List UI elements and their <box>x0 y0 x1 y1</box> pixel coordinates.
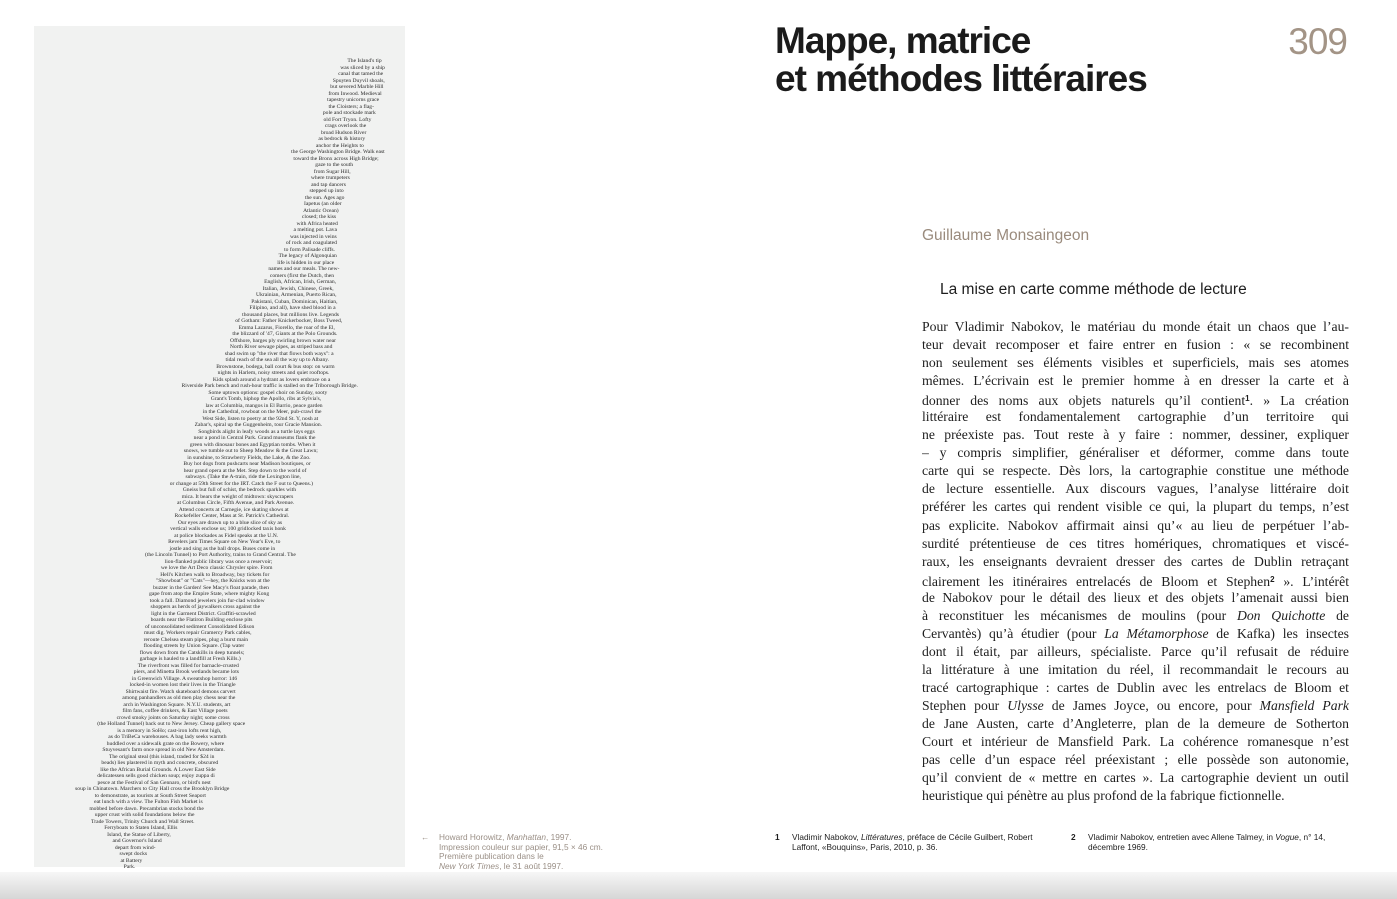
poem-line: Riverside Park bench and rush-hour traffic is stalled on the Triborough Bridge. <box>181 383 358 389</box>
poem-line: names and our meals. The new- <box>268 266 340 272</box>
poem-line: Hell's Kitchen walk to Broadway, buy tickets for <box>160 571 270 578</box>
footnote-magazine-title: Vogue <box>1275 832 1299 842</box>
poem-line: flows down from the Catskills in deep tunnels; <box>139 649 245 656</box>
poem-line: closed; the kiss <box>301 214 337 220</box>
manhattan-map-image <box>34 26 405 870</box>
body-text-segment: ». L’intérêt <box>1274 573 1349 589</box>
body-line: littéraire est fondamentalement cartographie d’un territoire qui <box>922 409 1349 425</box>
poem-line: green with dinosaur bones and Egyptian tombs. When it <box>189 441 316 448</box>
poem-line: tidal reach of the sea all the way up to Albany. <box>225 357 330 363</box>
poem-line: Brownstone, bodega, ball court & bus stop: on warm <box>216 363 335 370</box>
poem-line: flooding streets by Union Square. (Tap water <box>143 643 245 649</box>
poem-line: as do TriBeCa warehouses. A bag lady seeks warmth <box>108 734 227 740</box>
poem-line: we love the Art Deco classic Chrysler spire. From <box>160 565 273 571</box>
poem-line: law at Columbia, mangos in El Barrio, peace garden <box>205 402 323 409</box>
body-line: de Jane Austen, carte d’Angleterre, plan de la demeure de Sotherton <box>922 716 1349 732</box>
poem-line: mica. It bears the weight of midtown: skyscrapers <box>181 493 294 500</box>
poem-line: swept docks <box>119 851 148 857</box>
footnote-book-title: Littératures <box>861 832 903 842</box>
book-title: La Métamorphose <box>1104 625 1209 641</box>
manhattan-shaped-poem <box>34 58 405 870</box>
body-text-segment: à reconstituer les mécanismes de moulins (pour <box>922 607 1237 623</box>
footnote-number: 2 <box>1071 832 1076 842</box>
body-line <box>922 607 1349 625</box>
poem-line: broad Hudson River <box>320 129 367 136</box>
poem-line: gaze to the south <box>315 162 354 168</box>
footnote-text: Vladimir Nabokov, entretien avec Allene Talmey, in <box>1088 832 1276 842</box>
body-line: pas explicite. Nabokov affirmait ainsi qu’« au lieu de perpétuer l’ab- <box>922 517 1349 533</box>
poem-line: tapestry unicorns grace <box>327 97 380 103</box>
poem-line: Island, the Statue of Liberty, <box>107 831 171 838</box>
poem-line: Park. <box>123 864 136 870</box>
body-line: non seulement ses éléments visibles et superficiels, mais ses atomes <box>922 355 1349 371</box>
footnote-number: 1 <box>775 832 780 842</box>
poem-line: The Island's tip <box>347 58 382 64</box>
body-line: heuristique qui pénètre au plus profond de la fabrique fictionnelle. <box>922 788 1285 804</box>
poem-line: beads) lies plastered in myth and concrete, obscured <box>101 760 219 766</box>
poem-line: to demonstrate, as tourists at South Street Seaport <box>94 792 206 799</box>
poem-line: North River sewage pipes, as striped bass and <box>229 344 333 350</box>
caption-artist: Howard Horowitz, <box>439 832 507 842</box>
body-line: de lecture essentielle. Aux discours vagues, l’analyse littéraire doit <box>922 481 1349 497</box>
poem-line: the Cloisters; a flag- <box>328 103 374 110</box>
poem-line: The legacy of Algonquian <box>278 253 337 259</box>
poem-line: of rock and coagulated <box>285 240 337 246</box>
poem-line: huddled over a sidewalk grate on the Bowery, where <box>106 740 225 747</box>
body-line: surdité prétentieuse de ces titres homériques, chromatiques et viscé- <box>922 535 1349 551</box>
poem-line: with Africa heated <box>296 220 338 227</box>
poem-line: Pakistani, Cuban, Dominican, Haitian, <box>251 298 338 305</box>
caption-publication-intro: Première publication dans le <box>439 851 544 862</box>
poem-line: crowd smoky joints on Saturday night; some cross <box>116 714 230 721</box>
section-heading: La mise en carte comme méthode de lecture <box>940 281 1247 298</box>
caption-medium: Impression couleur sur papier, 91,5 × 46 cm. <box>439 841 603 852</box>
poem-line: Rockefeller Center, Mass at St. Patrick's Cathedral. <box>174 513 290 519</box>
body-line: raux, les enseignants devraient dresser des cartes de Dublin retraçant <box>922 553 1349 569</box>
body-text-segment: de Kafka) les insectes <box>1208 625 1349 641</box>
poem-line: of unconsolidated sediment Consolidated Edison <box>144 623 255 630</box>
poem-line: is a memory in SoHo; cast-iron lofts rent high, <box>117 727 222 734</box>
poem-line: from Sugar Hill, <box>313 168 351 175</box>
poem-line: Shirtwaist fire. Watch skateboard demons carvert <box>125 688 236 695</box>
footnote-1 <box>775 833 1035 853</box>
poem-line: gape from atop the Empire State, where mighty Kong <box>149 591 270 597</box>
poem-line: garbage is hauled to a landfill at Fresh Kills.) <box>139 656 241 662</box>
footnote-ref-1[interactable]: 1 <box>1245 394 1250 404</box>
chapter-title <box>775 22 1255 98</box>
poem-line: reroute Chelsea steam pipes, plug a burst main <box>143 636 249 643</box>
poem-line: to form Palisade cliffs. <box>284 246 335 253</box>
poem-line: snows, we tumble out to Sheep Meadow & the Great Lawn; <box>183 448 318 454</box>
body-text-segment: de <box>1325 607 1349 623</box>
poem-line: Ukrainian, Armenian, Puerto Rican, <box>256 292 337 298</box>
body-line: de Nabokov pour le détail des lieux et des objets l’amenait aussi bien <box>922 589 1349 605</box>
body-line: préférer les cartes qui rendent visible ce qui, la plupart du temps, n’est <box>922 499 1349 515</box>
poem-line: arch in Washington Square. N.Y.U. students, art <box>123 701 231 708</box>
body-line: mêmes. L’écrivain est le premier homme à en dresser la carte et à <box>922 373 1349 389</box>
body-text-segment: donner des noms aux objets naturels qu’il contient <box>922 393 1246 409</box>
poem-line: and Governor's Island <box>112 838 162 844</box>
poem-line: eat lunch with a view. The Fulton Fish Market is <box>94 799 203 805</box>
body-line: la littérature à une imitation du réel, il recommandait le recours au <box>922 661 1349 677</box>
poem-line: was sliced by a ship <box>340 64 385 71</box>
poem-line: nights in Harlem, noisy streets and quiet rooftops. <box>217 370 330 376</box>
poem-line: Stuyvesant's farm once spread in old New Amsterdam. <box>102 747 225 753</box>
poem-line: Atlantic Ocean) <box>303 207 339 214</box>
poem-line: pole and stockade mark <box>322 110 376 116</box>
poem-line: Songbirds alight in leafy woods as a turtle lays eggs <box>198 428 315 435</box>
author-name: Guillaume Monsaingeon <box>922 227 1090 244</box>
poem-line: film fans, coffee drinkers, & East Village poets <box>122 708 228 714</box>
poem-line: as bedrock & history <box>318 136 366 142</box>
poem-line: at Battery <box>120 857 143 864</box>
caption-year: , 1997. <box>546 832 572 842</box>
poem-line: stepped up into <box>309 188 344 194</box>
body-line: tracé cartographique : cartes de Dublin avec les entrelacs de Bloom et <box>922 679 1349 695</box>
poem-line: Kids splash around a hydrant as lovers embrace on a <box>212 376 331 383</box>
page-number: 309 <box>1288 21 1347 62</box>
poem-line: must dig. Workers repair Gramercy Park cables, <box>143 630 252 636</box>
body-text-segment: Cervantès) qu’à étudier (pour <box>922 625 1105 641</box>
poem-line: Revelers jam Times Square on New Year's Eve, to <box>168 539 281 545</box>
poem-line: and tap dancers <box>311 181 346 188</box>
poem-line: the blizzard of '47, Giants at the Polo Grounds. <box>232 331 338 337</box>
poem-line: Ferryboats to Staten Island, Ellis <box>104 825 178 831</box>
poem-line: of Gotham: Father Knickerbocker, Boss Tweed, <box>235 318 343 324</box>
poem-line: light in the Garment District. Graffiti-scrawled <box>151 610 256 617</box>
caption-publication-date: , le 31 août 1997. <box>499 860 564 871</box>
body-line: carte qui se respecte. Dès lors, la cartographie constitue une méthode <box>922 463 1349 479</box>
body-text-segment: Stephen pour <box>922 697 1008 713</box>
poem-line: depart from wind- <box>114 844 156 851</box>
poem-line: Trade Towers, Trinity Church and Wall Street. <box>91 818 195 825</box>
body-line: ne préexiste pas. Tout reste à y faire : nommer, dessiner, expliquer <box>922 427 1349 443</box>
poem-line: subways. (Take the A-train, ride the Lexington line, <box>185 474 301 480</box>
poem-line: in Greenwich Village. A sweatshop horror: 146 <box>131 675 238 682</box>
poem-line: the sun. Ages ago <box>304 194 345 201</box>
body-line <box>922 625 1349 643</box>
poem-line: a melting pot. Lava <box>293 227 337 233</box>
footnote-text: , n° 14, décembre 1969. <box>1088 832 1326 852</box>
body-line: dont il était, par ailleurs, spécialiste. Parce qu’il refusait de réduire <box>922 643 1349 659</box>
body-line: Court et intérieur de Mansfield Park. La cohérence romanesque n’est <box>922 734 1349 750</box>
poem-line: locked-in women lost their lives in the Triangle <box>129 682 236 688</box>
figure-caption <box>421 833 641 871</box>
poem-line: crags overlook the <box>324 123 367 129</box>
caption-work-title: Manhattan <box>506 832 546 842</box>
poem-line: the George Washington Bridge. Walk east <box>291 149 385 155</box>
poem-line: The original steal (this island, traded for $24 in <box>108 753 215 760</box>
poem-line: piers, and Minetta Brook wetlands became lots <box>133 669 239 675</box>
poem-line: comers (first the Dutch, then <box>269 272 335 279</box>
page-bottom-shadow <box>0 872 1397 899</box>
poem-line: anchor the Heights to <box>315 142 364 149</box>
poem-line: Gneiss but full of schist, the bedrock sparkles with <box>182 487 297 493</box>
poem-line: hear grand opera at the Met. Step down to the world of <box>183 467 307 474</box>
poem-line: delicatessen sells good chicken soup; enjoy zuppa di <box>97 773 215 779</box>
poem-line: near a pond in Central Park. Grand museums flank the <box>193 435 316 441</box>
footnote-2 <box>1071 833 1341 853</box>
poem-line: Grant's Tomb, hiphop the Apollo, ribs at Sylvia's, <box>210 396 322 402</box>
poem-line: Iapetus (an older <box>304 201 342 207</box>
poem-line: vertical walls enclose us; 100 gridlocked taxis honk <box>170 526 286 532</box>
body-line <box>922 697 1349 715</box>
poem-line: old Fort Tryon. Lofty <box>323 116 372 123</box>
poem-line: like the African Burial Grounds. A Lower East Side <box>100 766 216 773</box>
poem-line: (the Holland Tunnel) back out to New Jersey. Cheap gallery space <box>97 721 246 727</box>
poem-line: West Side, listen to poetry at the 92nd St. Y, nosh at <box>202 415 319 422</box>
poem-line: in sunshine, to Strawberry Fields, the Lake, & the Zoo. <box>187 454 311 461</box>
body-line: pas celle d’un espace réel préexistant ; elle possède son autonomie, <box>922 752 1349 768</box>
poem-line: shad swim up "the river that flows both ways": a <box>224 350 334 357</box>
poem-line: "Showboat" or "Cats"—hey, the Knicks won at the <box>155 578 270 584</box>
poem-line: canal that tamed the <box>338 71 384 77</box>
poem-line: Buy hot dogs from pushcarts near Madison boutiques, or <box>183 461 311 467</box>
poem-line: among panhandlers as old men play chess near the <box>122 695 236 701</box>
body-line <box>922 390 1349 408</box>
poem-line: Italian, Jewish, Chinese, Greek, <box>262 285 334 292</box>
poem-line: lion-flanked public library was once a reservoir; <box>164 558 273 565</box>
body-text-segment: clairement les itinéraires entrelacés de Bloom et Stephen <box>922 573 1271 589</box>
footnote-text: Vladimir Nabokov, <box>792 832 862 842</box>
poem-line: mobbed before dawn. Precambrian stocks bond the <box>89 805 204 812</box>
poem-line: Offshore, barges ply swirling brown water near <box>230 337 336 344</box>
poem-line: shoppers as herds of jaywalkers cross against the <box>150 604 261 610</box>
poem-line: Spuyten Duyvil shoals, <box>332 77 385 84</box>
body-text-segment: de James Joyce, ou encore, pour <box>1043 697 1260 713</box>
caption-publication-title: New York Times <box>439 860 500 871</box>
poem-line: jostle and sing as the ball drops. Buses come in <box>169 545 276 552</box>
poem-line: Our eyes are drawn up to a blue slice of sky as <box>177 519 283 526</box>
book-title: Mansfield Park <box>1259 697 1349 713</box>
poem-line: Some uptown options: gospel choir on Sunday, sooty <box>208 389 328 396</box>
poem-line: thousand places, but millions live. Legends <box>242 311 339 318</box>
left-arrow-icon: ← <box>421 832 430 842</box>
body-line: Pour Vladimir Nabokov, le matériau du monde était un chaos que l’au- <box>922 319 1349 334</box>
book-title: Ulysse <box>1007 697 1044 713</box>
poem-line: (the Lincoln Tunnel) to Port Authority, trains to Grand Central. The <box>145 552 296 558</box>
poem-line: upper crust with solid foundations below the <box>94 812 195 818</box>
poem-line: The riverfront was filled for barnacle-crusted <box>137 662 239 669</box>
poem-line: soup in Chinatown. Marchers to City Hall cross the Brooklyn Bridge <box>75 786 230 792</box>
poem-line: took a fall. Diamond jewelers join fur-clad window <box>149 597 265 604</box>
poem-line: Attend concerts at Carnegie, ice skating shows at <box>178 506 289 513</box>
poem-line: at police blockades as Fidel speaks at the U.N. <box>174 532 279 539</box>
footnote-text: , préface de Cécile Guilbert, Robert Laffont, «Bouquins», Paris, 2010, p. 36. <box>792 832 1033 852</box>
body-line: teur devait recomposer et faire entrer en fusion : « se recombinent <box>922 337 1349 353</box>
footnote-ref-2[interactable]: 2 <box>1270 574 1275 584</box>
body-line: – y compris simplifier, généraliser et déformer, comme dans toute <box>922 445 1349 461</box>
poem-line: toward the Bronx across High Bridge; <box>293 155 379 162</box>
poem-line: life is hidden in our place <box>277 259 335 266</box>
body-line: qu’il convient de « mettre en cartes ». La cartographie devient un outil <box>922 770 1349 786</box>
chapter-title-line-1: Mappe, matrice <box>775 20 1031 61</box>
poem-line: buzzer in the Garden! See Macy's float parade, then <box>153 584 269 591</box>
chapter-title-line-2: et méthodes littéraires <box>775 58 1147 99</box>
poem-line: in the Cathedral, rowboat on the Meer, pub-crawl the <box>202 409 322 415</box>
body-line <box>922 571 1349 589</box>
poem-line: was injected in veins <box>289 233 337 240</box>
poem-line: English, African, Irish, German, <box>264 279 337 285</box>
poem-line: at Columbus Circle, Fifth Avenue, and Park Avenue. <box>177 500 295 506</box>
poem-line: where trumpeters <box>310 175 350 181</box>
body-text-segment: . » La création <box>1249 393 1349 409</box>
poem-line: Emma Lazarus, Fiorello, the roar of the El, <box>238 324 335 331</box>
body-paragraph <box>922 318 1349 805</box>
poem-line: Zabar's, spiral up the Guggenheim, tour Gracie Mansion. <box>194 422 323 428</box>
book-title: Don Quichotte <box>1236 607 1326 623</box>
poem-line: pesce at the Festival of San Gennaro, or bird's nest <box>97 779 211 786</box>
poem-line: Filipino, and all), have shed blood in a <box>249 305 336 311</box>
poem-line: or change at 59th Street for the IRT. Catch the F out to Queens.) <box>169 480 313 487</box>
poem-line: from Inwood. Medieval <box>328 90 382 97</box>
poem-line: but severed Marble Hill <box>330 84 384 90</box>
poem-line: boards near the Flatiron Building enclose pits <box>150 617 253 623</box>
